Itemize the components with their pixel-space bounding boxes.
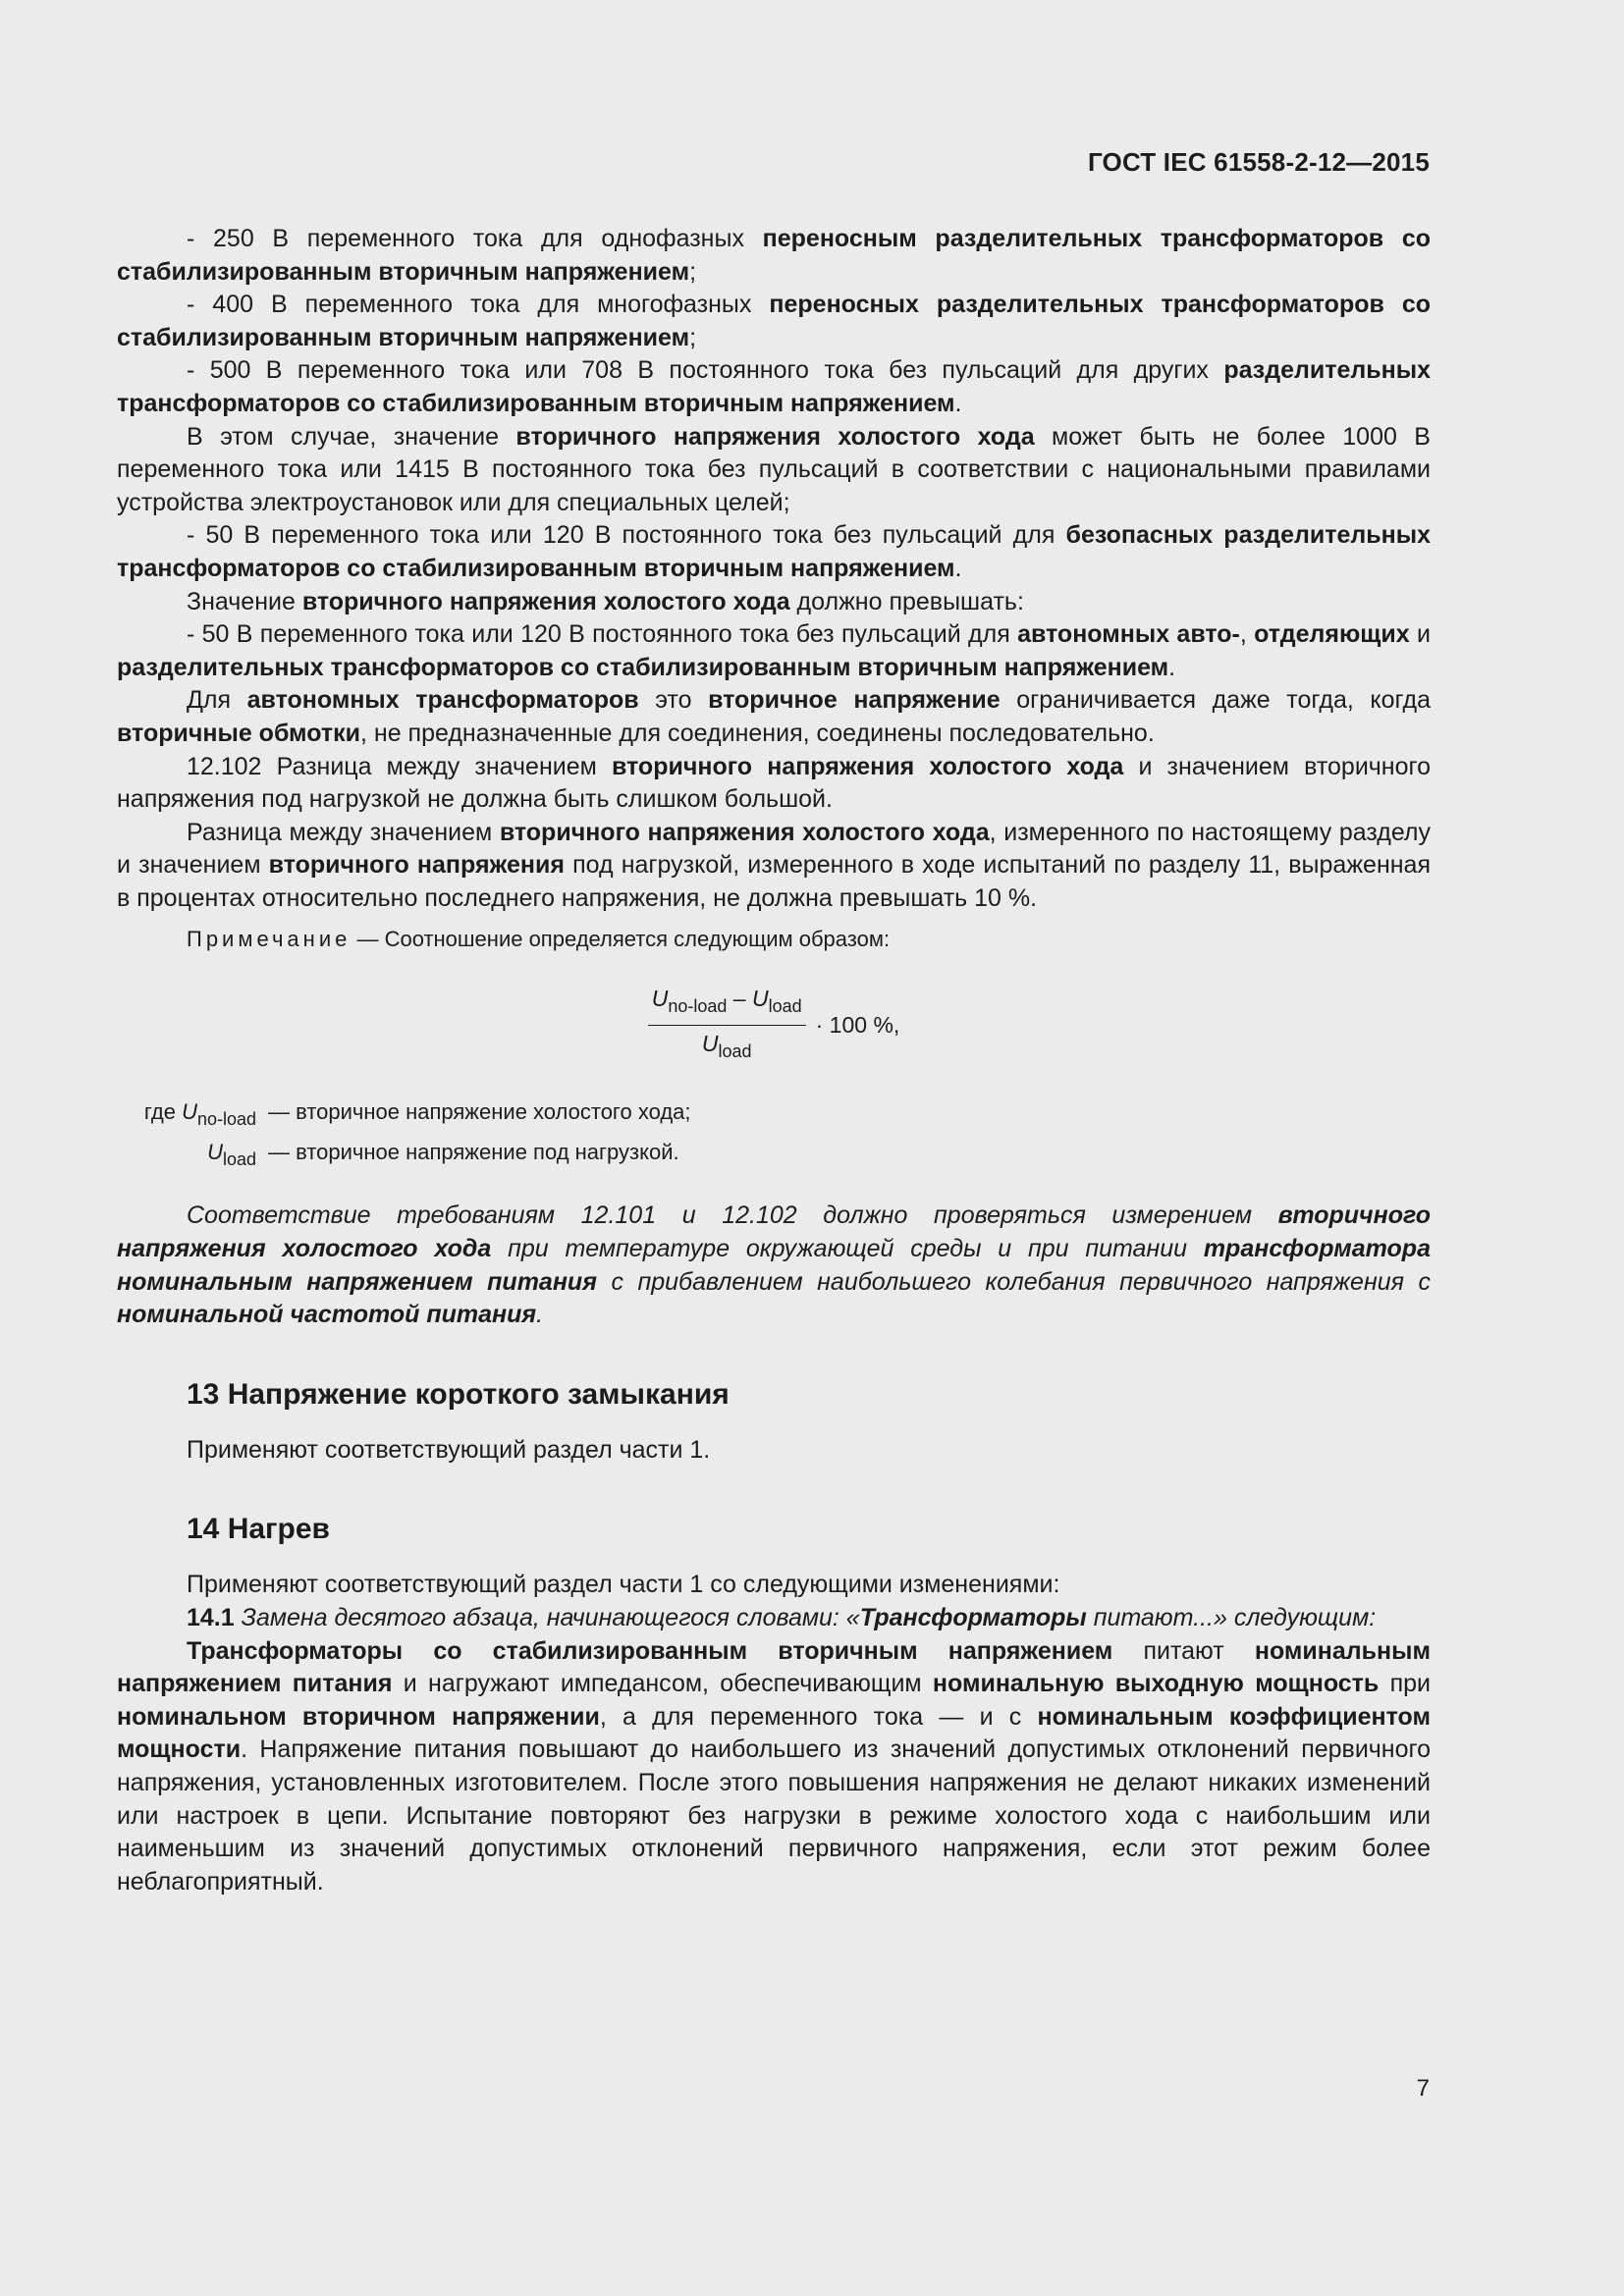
formula	[117, 984, 1431, 1066]
term: разделительных трансформаторов со стабилизированным вторичным напряжением	[117, 653, 1169, 681]
term: переносным разделительных трансформаторов со стабилизированным вторичным напряжением	[117, 225, 1432, 286]
term: вторичного напряжения холостого хода	[499, 818, 990, 846]
clause-number: 14.1	[187, 1604, 235, 1632]
term: отделяющих	[1254, 620, 1410, 649]
list-item-500v: - 500 В переменного тока или 708 В постоянного тока без пульсаций для других разделительных трансформаторов со стабилизированным вторичным напряжением.	[117, 356, 1431, 417]
legend-row	[117, 1136, 1431, 1176]
term: номинальную выходную мощность	[932, 1670, 1380, 1698]
legend-description: — вторичное напряжение под нагрузкой.	[268, 1140, 679, 1165]
page-number: 7	[1416, 2075, 1430, 2102]
section-13-heading: 13 Напряжение короткого замыкания	[187, 1377, 730, 1411]
formula-multiplier: · 100 %,	[815, 1011, 900, 1038]
term: вторичного напряжения холостого хода	[515, 422, 1035, 451]
term: номинальном вторичном напряжении	[117, 1702, 600, 1731]
term: разделительных трансформаторов со стабилизированным вторичным напряжением	[117, 356, 1431, 417]
formula-numerator: $U_{no-load} - U_{load}$	[648, 984, 806, 1026]
list-item-250v: - 250 В переменного тока для однофазных переносным разделительных трансформаторов со стабилизированным вторичным напряжением;	[117, 225, 1432, 286]
term: трансформатора номинальным напряжением питания	[117, 1235, 1431, 1296]
term: вторичного напряжения холостого хода	[301, 587, 790, 615]
term: автономных трансформаторов	[246, 686, 639, 715]
clause-14-1-body: Трансформаторы со стабилизированным вторичным напряжением питают номинальным напряжением питания и нагружают импедансом, обеспечивающим номинальную выходную мощность при номинальном вторичном напряжении, а для переменного тока — и с номинальным коэффициентом мощности. Напряжение питания повышают до наибольшего из значений допустимых отклонений первичного напряжения, установленных изготовителем. После этого повышения напряжения не делают никаких изменений или настроек в цепи. Испытание повторяют без нагрузки в режиме холостого хода с наибольшим или наименьшим из значений допустимых отклонений первичного напряжения, если этот режим более неблагоприятный.	[117, 1636, 1432, 1896]
section-13-text: Применяют соответствующий раздел части 1.	[187, 1435, 711, 1464]
paragraph-max-voltage: В этом случае, значение вторичного напряжения холостого хода может быть не более 1000 В переменного тока или 1415 В постоянного тока без пульсаций в соответствии с национальными правилами устройства электроустановок или для специальных целей;	[117, 422, 1431, 516]
paragraph-autonomous: Для автономных трансформаторов это вторичное напряжение ограничивается даже тогда, когда вторичные обмотки, не предназначенные для соединения, соединены последовательно.	[117, 686, 1432, 747]
note-label: Примечание	[187, 927, 352, 952]
clause-14-1: 14.1 Замена десятого абзаца, начинающегося словами: «Трансформаторы питают...» следующим:	[187, 1604, 1377, 1632]
standard-code-header: ГОСТ IEC 61558-2-12—2015	[1087, 147, 1430, 177]
term: вторичные обмотки	[117, 719, 360, 747]
legend-symbol: где $U_{no-load}$	[143, 1099, 256, 1130]
term: автономных авто-	[1017, 620, 1240, 649]
paragraph-must-exceed: Значение вторичного напряжения холостого хода должно превышать:	[187, 587, 1024, 615]
note	[117, 925, 1431, 954]
section-14-heading: 14 Нагрев	[187, 1513, 331, 1546]
legend-row	[117, 1095, 1431, 1136]
compliance-block	[117, 1200, 1431, 1331]
term: вторичное напряжение	[708, 686, 1001, 715]
legend-description: — вторичное напряжение холостого хода;	[268, 1099, 691, 1125]
term: номинальной частотой питания	[117, 1301, 537, 1329]
page-body	[117, 223, 1431, 1898]
term: вторичного напряжения	[268, 851, 565, 880]
legend-symbol: $U_{load}$	[207, 1140, 256, 1170]
term: Трансформаторы	[859, 1604, 1087, 1632]
note-text: — Соотношение определяется следующим образом:	[351, 927, 891, 952]
formula-legend	[117, 1095, 1431, 1176]
term: переносных разделительных трансформаторов со стабилизированным вторичным напряжением	[117, 291, 1432, 351]
term: номинальным напряжением питания	[117, 1636, 1431, 1698]
clause-12-102: 12.102 Разница между значением вторичного напряжения холостого хода и значением вторичного напряжения под нагрузкой не должна быть слишком большой.	[117, 752, 1431, 814]
term: номинальным коэффициентом мощности	[117, 1702, 1431, 1764]
term: безопасных разделительных трансформаторов со стабилизированным вторичным напряжением	[117, 521, 1431, 582]
compliance-paragraph: Соответствие требованиям 12.101 и 12.102 должно проверяться измерением вторичного напряжения холостого хода при температуре окружающей среды и при питании трансформатора номинальным напряжением питания с прибавлением наибольшего колебания первичного напряжения с номинальной частотой питания.	[117, 1201, 1431, 1329]
term: вторичного напряжения холостого хода	[117, 1201, 1431, 1263]
list-item-50v-safety: - 50 В переменного тока или 120 В постоянного тока без пульсаций для безопасных разделительных трансформаторов со стабилизированным вторичным напряжением.	[117, 521, 1431, 582]
paragraph-difference: Разница между значением вторичного напряжения холостого хода, измеренного по настоящему разделу и значением вторичного напряжения под нагрузкой, измеренного в ходе испытаний по разделу 11, выраженная в процентах относительно последнего напряжения, не должна превышать 10 %.	[117, 818, 1432, 912]
term: вторичного напряжения холостого хода	[611, 752, 1124, 780]
list-item-400v: - 400 В переменного тока для многофазных переносных разделительных трансформаторов со стабилизированным вторичным напряжением;	[117, 291, 1432, 351]
section-14-intro: Применяют соответствующий раздел части 1 со следующими изменениями:	[187, 1571, 1060, 1599]
formula-denominator: $U_{load}$	[701, 1031, 752, 1062]
term: Трансформаторы со стабилизированным вторичным напряжением	[187, 1636, 1113, 1665]
formula-fraction	[648, 984, 806, 1066]
list-item-50v-autonomous: - 50 В переменного тока или 120 В постоянного тока без пульсаций для автономных авто-, отделяющих и разделительных трансформаторов со стабилизированным вторичным напряжением.	[117, 620, 1431, 681]
